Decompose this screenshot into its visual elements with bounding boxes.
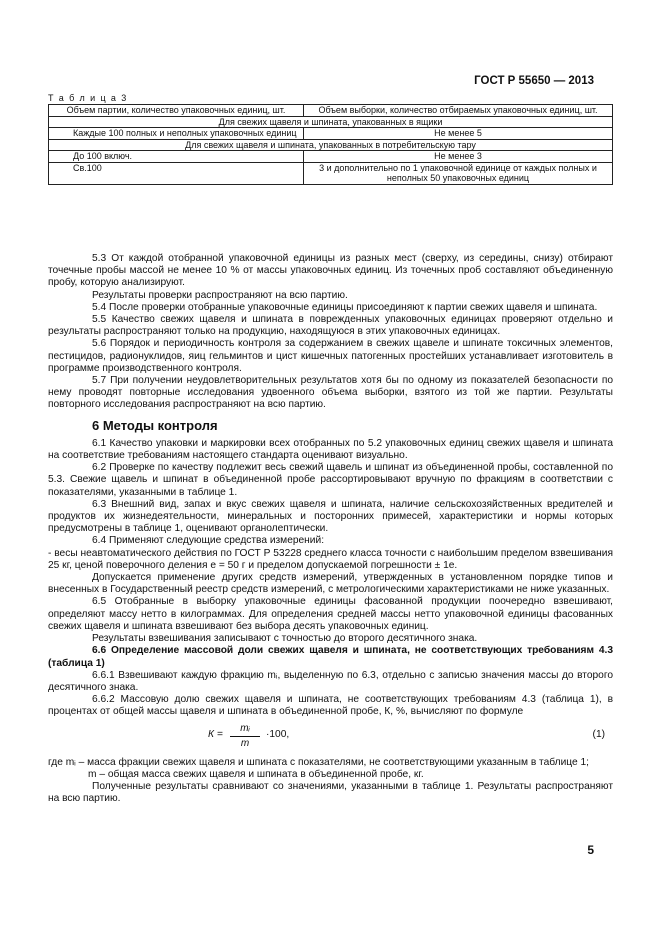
- paragraph: 5.7 При получении неудовлетворительных результатов хотя бы по одному из показателей безопасности по нему проводят повторные исследования удвоенного объема выборки, взятого из той же партии. Результаты повторного исследования распространяют на всю партию.: [48, 375, 613, 411]
- paragraph: 6.6.2 Массовую долю свежих щавеля и шпината, не соответствующих требованиям 4.3 (таблица 1), в процентах от общей массы щавеля и шпината в объединенной пробе, К, %, вычисляют по формуле: [48, 694, 613, 718]
- table-row: [49, 162, 613, 184]
- table-row: [49, 105, 613, 117]
- sampling-table: [48, 104, 613, 185]
- paragraph: 6.5 Отобранные в выборку упаковочные единицы фасованной продукции поочередно взвешивают, определяют массу нетто в килограммах. Для определения средней массы нетто упаковочной единицы фасованных свежих щавеля и шпината взвешивают без выбора десять упаковочных единиц.: [48, 596, 613, 632]
- paragraph: 6.3 Внешний вид, запах и вкус свежих щавеля и шпината, наличие сельскохозяйственных вредителей и продуктов их жизнедеятельности, минеральных и посторонних примесей, характеристики и нормы которых предусмотрены в таблице 1, оценивают органолептически.: [48, 498, 613, 535]
- table-section-row: Для свежих щавеля и шпината, упакованных в потребительскую тару: [49, 139, 613, 151]
- paragraph: 6.2 Проверке по качеству подлежит весь свежий щавель и шпинат из объединенной пробы, составленной по 5.3. Свежие щавель и шпинат в объединенной пробе рассортировывают вручную по фракциям в соответствии с показателями, указанными в таблице 1.: [48, 462, 613, 498]
- table-cell: До 100 включ.: [49, 151, 304, 163]
- paragraph: Результаты взвешивания записывают с точностью до второго десятичного знака.: [92, 633, 478, 645]
- paragraph: 6.4 Применяют следующие средства измерений:: [92, 535, 325, 547]
- formula-number: (1): [592, 728, 605, 740]
- table-cell: Не менее 3: [304, 151, 613, 163]
- paragraph: 5.4 После проверки отобранные упаковочные единицы присоединяют к партии свежих щавеля и шпината.: [92, 301, 598, 313]
- table-cell: Св.100: [49, 162, 304, 184]
- table-header-cell: Объем выборки, количество отбираемых упаковочных единиц, шт.: [304, 105, 613, 117]
- paragraph: 6.1 Качество упаковки и маркировки всех отобранных по 5.2 упаковочных единиц свежих щавеля и шпината на соответствие требованиям настоящего стандарта оценивают визуально.: [48, 437, 613, 462]
- formula-denominator: m: [240, 737, 250, 749]
- formula: [48, 723, 613, 757]
- paragraph: Результаты проверки распространяют на всю партию.: [92, 289, 348, 301]
- table-cell: 3 и дополнительно по 1 упаковочной единице от каждых полных и неполных 50 упаковочных единиц: [304, 162, 613, 184]
- formula-lhs: К =: [208, 728, 223, 740]
- table-row: [49, 128, 613, 140]
- paragraph: - весы неавтоматического действия по ГОСТ Р 53228 среднего класса точности с наибольшим пределом взвешивания 25 кг, ценой поверочного деления е = 50 г и пределом допускаемой погрешности ± 1е.: [48, 547, 613, 571]
- formula-tail: ·100,: [266, 728, 290, 740]
- table-cell: Каждые 100 полных и неполных упаковочных единиц: [49, 128, 304, 140]
- formula-fraction: [230, 723, 260, 750]
- table-cell: Не менее 5: [304, 128, 613, 140]
- paragraph: Допускается применение других средств измерений, утвержденных в установленном порядке типов и внесенных в Государственный реестр средств измерений, с метрологическими характеристиками не ниже указанных.: [48, 572, 613, 596]
- table-header-cell: Объем партии, количество упаковочных единиц, шт.: [49, 105, 304, 117]
- table-section-row: Для свежих щавеля и шпината, упакованных в ящики: [49, 116, 613, 128]
- paragraph: 6.6.1 Взвешивают каждую фракцию mᵢ, выделенную по 6.3, отдельно с записью значения массы до второго десятичного знака.: [48, 669, 613, 693]
- document-header: ГОСТ Р 55650 — 2013: [474, 75, 594, 87]
- formula-numerator: mᵢ: [230, 723, 260, 737]
- formula-where-1: где mᵢ – масса фракции свежих щавеля и шпината с показателями, не соответствующими указанным в таблице 1;: [48, 756, 589, 768]
- paragraph: 5.6 Порядок и периодичность контроля за содержанием в свежих щавеле и шпинате токсичных элементов, пестицидов, радионуклидов, яиц гельминтов и цист кишечных патогенных простейших устанавливает изготовитель в программе производственного контроля.: [48, 338, 613, 374]
- page-number: 5: [587, 843, 594, 857]
- paragraph: 5.5 Качество свежих щавеля и шпината в поврежденных упаковочных единицах проверяют отдельно и результаты распространяют только на продукцию, находящуюся в этих упаковочных единицах.: [48, 314, 613, 338]
- formula-where-2: m – общая масса свежих щавеля и шпината в объединенной пробе, кг.: [88, 768, 424, 780]
- document-body: [48, 253, 613, 805]
- subsection-heading: 6.6 Определение массовой доли свежих щавеля и шпината, не соответствующих требованиям 4.3 (таблица 1): [48, 645, 613, 669]
- paragraph: 5.3 От каждой отобранной упаковочной единицы из разных мест (сверху, из середины, снизу) отбирают точечные пробы массой не менее 10 % от массы упаковочных единиц. Из точечных проб составляют объединенную пробу, которую анализируют.: [48, 253, 613, 289]
- section-heading: 6 Методы контроля: [92, 417, 218, 433]
- table-row: [49, 116, 613, 128]
- table-caption: Т а б л и ц а 3: [48, 93, 128, 103]
- table-row: [49, 151, 613, 163]
- paragraph: Полученные результаты сравнивают со значениями, указанными в таблице 1. Результаты распространяют на всю партию.: [48, 780, 613, 805]
- table-row: [49, 139, 613, 151]
